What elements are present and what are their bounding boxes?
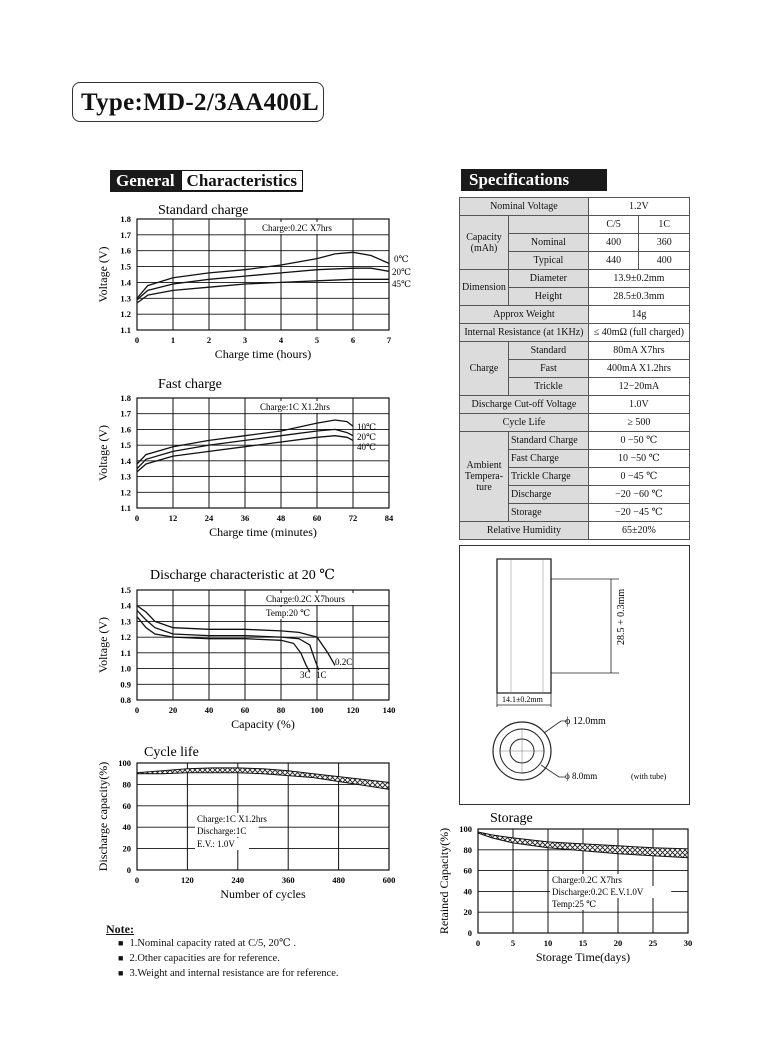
y-tick-label: 40 bbox=[463, 886, 472, 897]
annotation-text: Charge:0.2C X7hrs bbox=[262, 223, 332, 233]
x-axis-label: Charge time (minutes) bbox=[209, 525, 317, 539]
y-tick-label: 1.3 bbox=[120, 616, 131, 627]
spec-label: Capacity (mAh) bbox=[460, 216, 509, 270]
spec-label: Charge bbox=[460, 342, 509, 396]
series-label: 0℃ bbox=[394, 254, 409, 264]
x-tick-label: 6 bbox=[350, 335, 356, 345]
annotation-text: E.V.: 1.0V bbox=[197, 839, 235, 849]
y-tick-label: 1.1 bbox=[120, 503, 131, 513]
spec-label: Standard Charge bbox=[509, 432, 589, 450]
spec-label: Discharge bbox=[509, 486, 589, 504]
spec-label: Internal Resistance (at 1KHz) bbox=[460, 324, 589, 342]
annotation-text: Discharge:1C bbox=[197, 826, 247, 836]
plot-area bbox=[137, 398, 389, 508]
annotation-text: Charge:0.2C X7hours bbox=[266, 594, 345, 604]
x-tick-label: 15 bbox=[578, 938, 588, 948]
chart-title: Discharge characteristic at 20 ℃ bbox=[150, 568, 335, 583]
y-axis-label: Voltage (V) bbox=[96, 246, 110, 303]
x-tick-label: 3 bbox=[242, 335, 248, 345]
annotation-text: Temp:25 ℃ bbox=[552, 899, 597, 909]
y-tick-label: 1.5 bbox=[120, 440, 131, 451]
spec-label: Fast Charge bbox=[509, 450, 589, 468]
spec-value: −20 −60 ℃ bbox=[588, 486, 689, 504]
annotation-text: Discharge:0.2C E.V.1.0V bbox=[552, 887, 644, 897]
header-part-characteristics: Characteristics bbox=[181, 170, 303, 191]
spec-label: Trickle Charge bbox=[509, 468, 589, 486]
chart-title: Storage bbox=[490, 811, 533, 826]
spec-value: 14g bbox=[588, 306, 689, 324]
y-tick-label: 1.3 bbox=[120, 471, 131, 482]
x-tick-label: 120 bbox=[181, 875, 194, 885]
header-part-general: General bbox=[116, 171, 175, 190]
x-tick-label: 480 bbox=[332, 875, 345, 885]
y-tick-label: 1.2 bbox=[120, 309, 131, 320]
x-tick-label: 12 bbox=[168, 513, 178, 523]
x-tick-label: 24 bbox=[204, 513, 214, 523]
x-tick-label: 72 bbox=[348, 513, 358, 523]
y-tick-label: 1.2 bbox=[120, 632, 131, 643]
y-tick-label: 80 bbox=[463, 844, 472, 855]
spec-value: 400mA X1.2hrs bbox=[588, 360, 689, 378]
y-tick-label: 1.2 bbox=[120, 487, 131, 498]
y-tick-label: 0 bbox=[467, 928, 472, 938]
notes-title: Note: bbox=[106, 922, 134, 936]
series-label: 0.2C bbox=[335, 657, 353, 667]
y-tick-label: 1.4 bbox=[120, 277, 131, 288]
spec-value: 440 bbox=[588, 252, 639, 270]
x-tick-label: 0 bbox=[134, 335, 140, 345]
y-tick-label: 0 bbox=[126, 865, 131, 875]
x-tick-label: 40 bbox=[204, 705, 214, 715]
annotation-text: Charge:1C X1.2hrs bbox=[197, 814, 267, 824]
spec-label: Approx Weight bbox=[460, 306, 589, 324]
x-tick-label: 240 bbox=[231, 875, 245, 885]
y-tick-label: 1.8 bbox=[120, 214, 131, 224]
x-tick-label: 84 bbox=[384, 513, 394, 523]
x-tick-label: 1 bbox=[170, 335, 176, 345]
y-tick-label: 1.0 bbox=[120, 663, 131, 674]
spec-label: Nominal Voltage bbox=[460, 198, 589, 216]
x-tick-label: 48 bbox=[276, 513, 286, 523]
spec-value: 13.9±0.2mm bbox=[588, 270, 689, 288]
drawing-frame bbox=[460, 546, 690, 805]
spec-value: 12−20mA bbox=[588, 378, 689, 396]
note-item: ■ 2.Other capacities are for reference. bbox=[106, 951, 338, 966]
y-tick-label: 20 bbox=[122, 843, 131, 854]
spec-label: Nominal bbox=[509, 234, 589, 252]
spec-label: Typical bbox=[509, 252, 589, 270]
y-tick-label: 1.7 bbox=[120, 408, 131, 419]
spec-value: 80mA X7hrs bbox=[588, 342, 689, 360]
y-tick-label: 40 bbox=[122, 822, 131, 833]
x-axis-label: Number of cycles bbox=[220, 887, 306, 901]
series-label: 20℃ bbox=[357, 432, 377, 442]
spec-value: 360 bbox=[639, 234, 690, 252]
chart-title: Standard charge bbox=[158, 203, 249, 218]
x-tick-label: 5 bbox=[510, 938, 516, 948]
x-tick-label: 120 bbox=[346, 705, 360, 715]
page-title: Type:MD-2/3AA400L bbox=[72, 82, 324, 122]
x-tick-label: 0 bbox=[134, 513, 140, 523]
x-tick-label: 80 bbox=[276, 705, 286, 715]
series-label: 45℃ bbox=[392, 279, 412, 289]
y-axis-label: Voltage (V) bbox=[96, 616, 110, 674]
spec-value: 400 bbox=[639, 252, 690, 270]
y-tick-label: 100 bbox=[459, 824, 472, 834]
spec-value: 1.2V bbox=[588, 198, 689, 216]
y-tick-label: 0.8 bbox=[120, 695, 131, 705]
x-tick-label: 25 bbox=[648, 938, 658, 948]
y-axis-label: Retained Capacity(%) bbox=[437, 827, 451, 935]
spec-value: ≤ 40mΩ (full charged) bbox=[588, 324, 689, 342]
notes bbox=[106, 922, 338, 981]
x-tick-label: 100 bbox=[310, 705, 324, 715]
y-tick-label: 20 bbox=[463, 907, 472, 918]
y-tick-label: 0.9 bbox=[120, 679, 131, 690]
x-axis-label: Charge time (hours) bbox=[214, 347, 312, 361]
x-tick-label: 5 bbox=[314, 335, 320, 345]
spec-label: Cycle Life bbox=[460, 414, 589, 432]
y-tick-label: 60 bbox=[463, 865, 472, 876]
y-tick-label: 1.1 bbox=[120, 647, 131, 658]
specifications-table bbox=[459, 197, 690, 540]
chart-title: Cycle life bbox=[144, 745, 199, 760]
spec-value: 65±20% bbox=[588, 522, 689, 540]
y-axis-label: Discharge capacity(%) bbox=[96, 761, 110, 872]
spec-label: Standard bbox=[509, 342, 589, 360]
width-label: 14.1±0.2mm bbox=[502, 695, 543, 704]
y-tick-label: 1.8 bbox=[120, 393, 131, 403]
y-tick-label: 1.3 bbox=[120, 293, 131, 304]
spec-value: ≥ 500 bbox=[588, 414, 689, 432]
annotation-text: Charge:1C X1.2hrs bbox=[260, 402, 330, 412]
spec-label: Fast bbox=[509, 360, 589, 378]
x-tick-label: 0 bbox=[134, 875, 140, 885]
y-tick-label: 100 bbox=[118, 758, 131, 768]
series-label: 20℃ bbox=[392, 267, 412, 277]
y-tick-label: 1.1 bbox=[120, 325, 131, 335]
spec-value: 1.0V bbox=[588, 396, 689, 414]
spec-label: Diameter bbox=[509, 270, 589, 288]
spec-value: −20 −45 ℃ bbox=[588, 504, 689, 522]
plot-area bbox=[137, 590, 389, 700]
outer-diameter-label: ϕ 12.0mm bbox=[565, 716, 606, 727]
x-tick-label: 360 bbox=[281, 875, 295, 885]
x-tick-label: 600 bbox=[382, 875, 396, 885]
y-tick-label: 60 bbox=[122, 800, 131, 811]
y-tick-label: 1.7 bbox=[120, 229, 131, 240]
spec-label: Trickle bbox=[509, 378, 589, 396]
chart-title: Fast charge bbox=[158, 377, 222, 392]
spec-value: 10 −50 ℃ bbox=[588, 450, 689, 468]
spec-value: 28.5±0.3mm bbox=[588, 288, 689, 306]
x-tick-label: 2 bbox=[206, 335, 212, 345]
note-item: ■ 1.Nominal capacity rated at C/5, 20℃ . bbox=[106, 936, 338, 951]
spec-value: 0 −50 ℃ bbox=[588, 432, 689, 450]
height-label: 28.5 + 0.3mm bbox=[616, 588, 627, 645]
y-tick-label: 1.4 bbox=[120, 600, 131, 611]
series-label: 40℃ bbox=[357, 442, 377, 452]
x-tick-label: 20 bbox=[613, 938, 623, 948]
annotation-text: Charge:0.2C X7hrs bbox=[552, 875, 622, 885]
series-label: 1C bbox=[316, 670, 327, 680]
spec-value: 400 bbox=[588, 234, 639, 252]
annotation-text: Temp:20 ℃ bbox=[266, 608, 311, 618]
y-tick-label: 1.5 bbox=[120, 585, 131, 595]
x-tick-label: 10 bbox=[543, 938, 553, 948]
series-label: 10℃ bbox=[357, 422, 377, 432]
x-tick-label: 7 bbox=[386, 335, 392, 345]
spec-label: Discharge Cut-off Voltage bbox=[460, 396, 589, 414]
spec-value: 1C bbox=[639, 216, 690, 234]
battery-dimension-drawing bbox=[459, 545, 690, 805]
spec-label: Storage bbox=[509, 504, 589, 522]
x-axis-label: Storage Time(days) bbox=[535, 950, 631, 964]
x-tick-label: 60 bbox=[240, 705, 250, 715]
y-tick-label: 1.5 bbox=[120, 261, 131, 272]
y-tick-label: 1.4 bbox=[120, 455, 131, 466]
x-tick-label: 0 bbox=[475, 938, 481, 948]
x-tick-label: 140 bbox=[382, 705, 396, 715]
x-tick-label: 36 bbox=[240, 513, 250, 523]
inner-diameter-label: ϕ 8.0mm bbox=[565, 771, 598, 781]
x-tick-label: 4 bbox=[278, 335, 284, 345]
tube-label: (with tube) bbox=[631, 772, 667, 781]
spec-label: Dimension bbox=[460, 270, 509, 306]
spec-value: 0 −45 ℃ bbox=[588, 468, 689, 486]
x-tick-label: 60 bbox=[312, 513, 322, 523]
y-axis-label: Voltage (V) bbox=[96, 424, 110, 482]
spec-label: Ambient Tempera- ture bbox=[460, 432, 509, 522]
x-tick-label: 20 bbox=[168, 705, 178, 715]
series-label: 3C bbox=[300, 670, 311, 680]
y-tick-label: 1.6 bbox=[120, 245, 131, 256]
x-tick-label: 0 bbox=[134, 705, 140, 715]
specifications-header: Specifications bbox=[461, 169, 607, 191]
y-tick-label: 80 bbox=[122, 779, 131, 790]
x-axis-label: Capacity (%) bbox=[231, 717, 295, 731]
y-tick-label: 1.6 bbox=[120, 424, 131, 435]
note-item: ■ 3.Weight and internal resistance are for reference. bbox=[106, 966, 338, 981]
spec-label: Height bbox=[509, 288, 589, 306]
spec-value: C/5 bbox=[588, 216, 639, 234]
x-tick-label: 30 bbox=[683, 938, 693, 948]
spec-label: Relative Humidity bbox=[460, 522, 589, 540]
